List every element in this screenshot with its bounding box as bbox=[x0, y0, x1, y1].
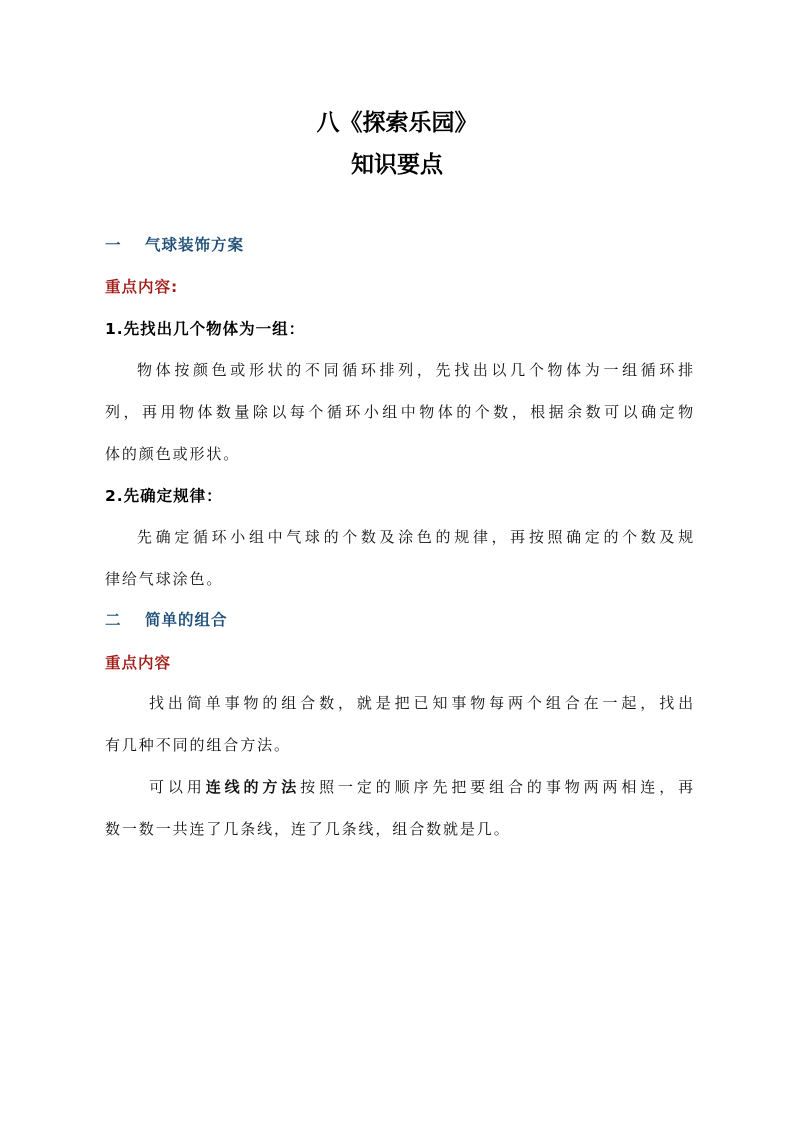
paragraph-line: 律给气球涂色。 bbox=[105, 570, 224, 588]
document-title: 八《探索乐园》 bbox=[316, 110, 478, 136]
emphasis-text: 连线的方法 bbox=[205, 778, 301, 796]
paragraph-line: 有几种不同的组合方法。 bbox=[105, 736, 291, 754]
paragraph-line: 数一数一共连了几条线，连了几条线，组合数就是几。 bbox=[105, 820, 511, 838]
paragraph-line: 物体按颜色或形状的不同循环排列，先找出以几个物体为一组循环排 bbox=[137, 361, 695, 379]
key-content-label-1: 重点内容: bbox=[105, 278, 179, 296]
section-heading-1 bbox=[105, 233, 695, 255]
document-subtitle: 知识要点 bbox=[351, 152, 443, 178]
section-title: 简单的组合 bbox=[145, 611, 228, 629]
paragraph-text: 可以用 bbox=[149, 778, 206, 796]
section-title: 气球装饰方案 bbox=[145, 236, 245, 254]
paragraph-line-with-emphasis bbox=[149, 776, 695, 797]
paragraph-line: 体的颜色或形状。 bbox=[105, 445, 241, 463]
section-heading-2 bbox=[105, 608, 695, 630]
paragraph-line: 找出简单事物的组合数，就是把已知事物每两个组合在一起，找出 bbox=[149, 694, 695, 712]
key-content-label-2: 重点内容 bbox=[105, 654, 172, 672]
section-number: 一 bbox=[105, 236, 122, 254]
step-label-1: 1.先找出几个物体为一组： bbox=[105, 320, 306, 338]
paragraph-line: 列，再用物体数量除以每个循环小组中物体的个数，根据余数可以确定物 bbox=[105, 403, 695, 421]
section-number: 二 bbox=[105, 611, 122, 629]
step-label-2: 2.先确定规律： bbox=[105, 487, 223, 505]
paragraph-line: 先确定循环小组中气球的个数及涂色的规律，再按照确定的个数及规 bbox=[137, 528, 695, 546]
paragraph-text: 按照一定的顺序先把要组合的事物两两相连，再 bbox=[300, 778, 695, 796]
